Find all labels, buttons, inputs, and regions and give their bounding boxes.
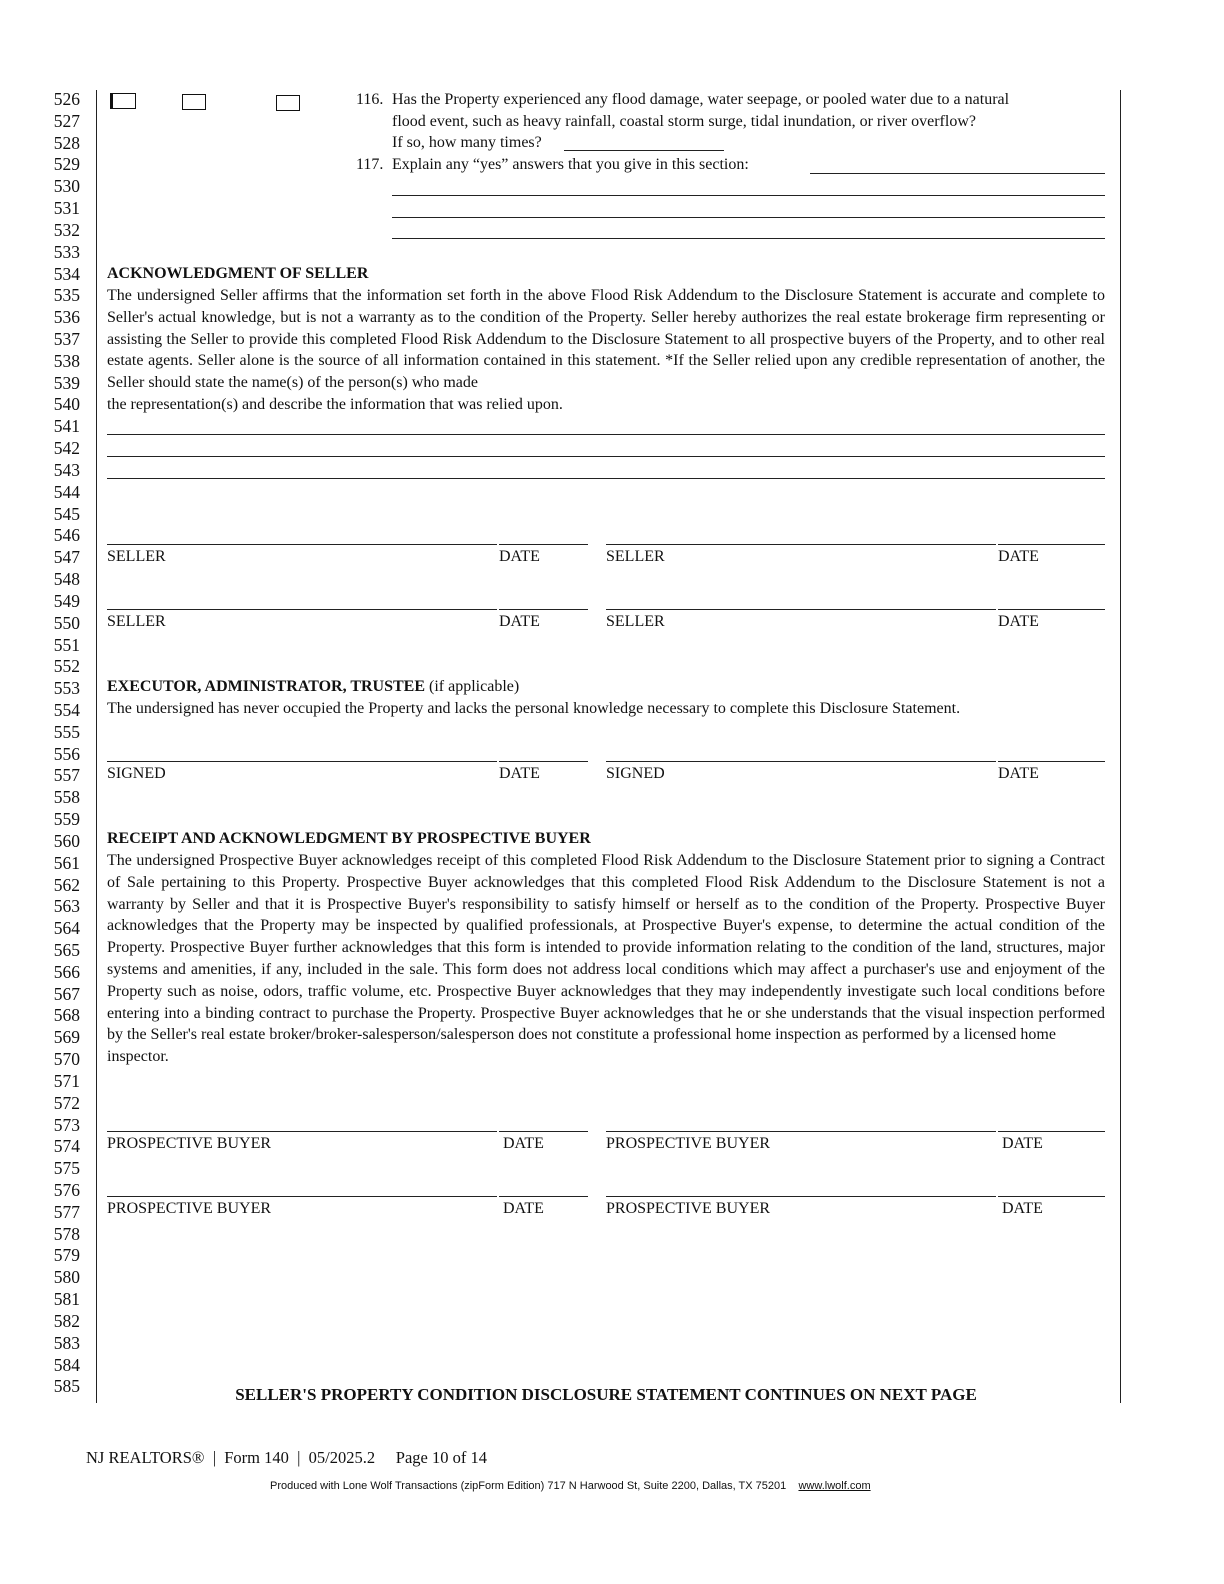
question-116-line3: If so, how many times?	[392, 134, 542, 151]
reliance-line-1[interactable]	[107, 434, 1105, 435]
line-number: 562	[53, 874, 80, 895]
checkbox-unknown[interactable]	[276, 95, 300, 111]
line-number: 545	[53, 503, 80, 524]
question-117-number: 117.	[356, 156, 384, 173]
executor-2-date-line[interactable]	[998, 761, 1105, 762]
question-116-number: 116.	[356, 91, 384, 108]
left-margin-rule	[96, 90, 97, 1403]
buyer-3-label: PROSPECTIVE BUYER	[107, 1200, 272, 1217]
line-number: 572	[53, 1092, 80, 1113]
buyer-1-signature-line[interactable]	[107, 1131, 497, 1132]
question-116-line1: Has the Property experienced any flood damage, water seepage, or pooled water due to a natural	[392, 91, 1010, 108]
line-number: 564	[53, 918, 80, 939]
line-number: 547	[53, 547, 80, 568]
line-number: 578	[53, 1223, 80, 1244]
seller-2-date-line[interactable]	[998, 544, 1105, 545]
seller-1-signature-line[interactable]	[107, 544, 497, 545]
explain-line-1[interactable]	[810, 173, 1105, 174]
seller-2-date-label: DATE	[998, 548, 1039, 565]
seller-3-date-line[interactable]	[499, 609, 588, 610]
line-number: 556	[53, 743, 80, 764]
line-number: 527	[53, 110, 80, 131]
line-number: 553	[53, 678, 80, 699]
seller-2-label: SELLER	[606, 548, 665, 565]
buyer-2-label: PROSPECTIVE BUYER	[606, 1135, 771, 1152]
producer-text: Produced with Lone Wolf Transactions (zipForm Edition) 717 N Harwood St, Suite 2200, Dallas, TX 75201	[270, 1480, 787, 1492]
executor-2-signature-line[interactable]	[606, 761, 996, 762]
question-116-line2: flood event, such as heavy rainfall, coastal storm surge, tidal inundation, or river overflow?	[392, 113, 976, 130]
seller-4-label: SELLER	[606, 613, 665, 630]
line-number: 531	[53, 198, 80, 219]
seller-4-date-label: DATE	[998, 613, 1039, 630]
seller-4-date-line[interactable]	[998, 609, 1105, 610]
line-number: 563	[53, 896, 80, 917]
explain-line-4[interactable]	[392, 238, 1105, 239]
line-number: 541	[53, 416, 80, 437]
reliance-line-3[interactable]	[107, 478, 1105, 479]
reliance-line-2[interactable]	[107, 456, 1105, 457]
line-number: 573	[53, 1114, 80, 1135]
line-number: 561	[53, 852, 80, 873]
line-number: 548	[53, 569, 80, 590]
line-number: 538	[53, 350, 80, 371]
buyer-3-signature-line[interactable]	[107, 1196, 497, 1197]
line-number: 584	[53, 1354, 80, 1375]
seller-1-date-line[interactable]	[499, 544, 588, 545]
executor-2-date-label: DATE	[998, 765, 1039, 782]
seller-1-date-label: DATE	[499, 548, 540, 565]
line-number: 552	[53, 656, 80, 677]
executor-1-date-line[interactable]	[499, 761, 588, 762]
continues-next-page: SELLER'S PROPERTY CONDITION DISCLOSURE STATEMENT CONTINUES ON NEXT PAGE	[235, 1385, 977, 1404]
line-number: 543	[53, 459, 80, 480]
buyer-2-date-label: DATE	[1002, 1135, 1043, 1152]
seller-ack-body	[107, 285, 1105, 416]
form-footer: NJ REALTORS® | Form 140 | 05/2025.2 Page 10 of 14	[86, 1448, 487, 1467]
line-number: 569	[53, 1027, 80, 1048]
line-number: 560	[53, 830, 80, 851]
question-117-text: Explain any “yes” answers that you give in this section:	[392, 156, 749, 173]
buyer-ack-heading: RECEIPT AND ACKNOWLEDGMENT BY PROSPECTIVE BUYER	[107, 830, 591, 847]
line-number: 577	[53, 1201, 80, 1222]
checkbox-no[interactable]	[182, 94, 206, 110]
seller-ack-heading: ACKNOWLEDGMENT OF SELLER	[107, 265, 369, 282]
line-number: 530	[53, 176, 80, 197]
line-number: 540	[53, 394, 80, 415]
line-number: 559	[53, 809, 80, 830]
producer-footer	[270, 1480, 871, 1492]
line-number: 571	[53, 1070, 80, 1091]
buyer-ack-body	[107, 850, 1105, 1068]
executor-1-signed-label: SIGNED	[107, 765, 166, 782]
buyer-2-date-line[interactable]	[998, 1131, 1105, 1132]
line-number: 580	[53, 1267, 80, 1288]
line-number: 551	[53, 634, 80, 655]
buyer-4-date-line[interactable]	[998, 1196, 1105, 1197]
line-number: 585	[53, 1376, 80, 1397]
seller-2-signature-line[interactable]	[606, 544, 996, 545]
seller-4-signature-line[interactable]	[606, 609, 996, 610]
buyer-1-date-label: DATE	[503, 1135, 544, 1152]
line-number: 567	[53, 983, 80, 1004]
seller-3-label: SELLER	[107, 613, 166, 630]
line-number: 534	[53, 263, 80, 284]
buyer-4-label: PROSPECTIVE BUYER	[606, 1200, 771, 1217]
seller-3-date-label: DATE	[499, 613, 540, 630]
line-number: 544	[53, 481, 80, 502]
line-number: 529	[53, 154, 80, 175]
executor-2-signed-label: SIGNED	[606, 765, 665, 782]
line-number: 533	[53, 241, 80, 262]
line-number: 565	[53, 939, 80, 960]
line-number: 526	[53, 89, 80, 109]
line-number: 528	[53, 132, 80, 153]
line-number: 558	[53, 787, 80, 808]
line-number: 568	[53, 1005, 80, 1026]
line-number: 581	[53, 1289, 80, 1310]
buyer-ack-body-last: inspector.	[107, 1048, 169, 1066]
buyer-1-date-line[interactable]	[499, 1131, 588, 1132]
line-number: 539	[53, 372, 80, 393]
line-number: 550	[53, 612, 80, 633]
buyer-2-signature-line[interactable]	[606, 1131, 996, 1132]
buyer-4-date-label: DATE	[1002, 1200, 1043, 1217]
seller-3-signature-line[interactable]	[107, 609, 497, 610]
line-number: 532	[53, 219, 80, 240]
executor-heading-suffix: (if applicable)	[429, 678, 520, 695]
buyer-ack-body-text: The undersigned Prospective Buyer acknowledges receipt of this completed Flood Risk Addendum to the Disclosure Statement prior to signing a Contract of Sale pertaining to this Property. Prospective Buyer acknowledges that this completed Flood Risk Addendum to the Disclosure Statement is not a warranty by Seller and that it is Prospective Buyer's responsibility to satisfy himself or herself as to the condition of the Property. Prospective Buyer acknowledges that the Property may be inspected by qualified professionals, at Prospective Buyer's expense, to determine the actual condition of the Property. Prospective Buyer further acknowledges that this form is intended to provide information relating to the condition of the land, structures, major systems and amenities, if any, included in the sale. This form does not address local conditions which may affect a purchaser's use and enjoyment of the Property such as noise, odors, traffic volume, etc. Prospective Buyer acknowledges that they may independently investigate such local conditions before entering into a binding contract to purchase the Property. Prospective Buyer acknowledges that he or she understands that the visual inspection performed by the Seller's real estate broker/broker-salesperson/salesperson does not constitute a professional home inspection as performed by a licensed home	[107, 852, 1105, 1044]
line-number: 549	[53, 590, 80, 611]
executor-heading	[107, 677, 519, 697]
line-number: 575	[53, 1158, 80, 1179]
explain-line-3[interactable]	[392, 217, 1105, 218]
line-number: 566	[53, 961, 80, 982]
executor-body: The undersigned has never occupied the Property and lacks the personal knowledge necessary to complete this Disclosure Statement.	[107, 700, 961, 717]
line-number: 554	[53, 699, 80, 720]
line-number: 546	[53, 525, 80, 546]
buyer-4-signature-line[interactable]	[606, 1196, 996, 1197]
line-number: 536	[53, 307, 80, 328]
line-number: 537	[53, 329, 80, 350]
executor-heading-text: EXECUTOR, ADMINISTRATOR, TRUSTEE	[107, 678, 426, 695]
buyer-1-label: PROSPECTIVE BUYER	[107, 1135, 272, 1152]
buyer-3-date-line[interactable]	[499, 1196, 588, 1197]
line-number: 576	[53, 1180, 80, 1200]
executor-1-date-label: DATE	[499, 765, 540, 782]
line-number: 557	[53, 765, 80, 786]
flood-times-field[interactable]	[564, 150, 724, 151]
producer-link[interactable]: www.lwolf.com	[798, 1480, 871, 1492]
line-number: 555	[53, 721, 80, 742]
line-number: 570	[53, 1049, 80, 1070]
line-number: 579	[53, 1245, 80, 1266]
checkbox-yes[interactable]	[110, 93, 136, 109]
executor-1-signature-line[interactable]	[107, 761, 497, 762]
line-number: 542	[53, 438, 80, 459]
seller-ack-body-text: The undersigned Seller affirms that the information set forth in the above Flood Risk Addendum to the Disclosure Statement is accurate and complete to Seller's actual knowledge, but is not a warranty as to the condition of the Property. Seller hereby authorizes the real estate brokerage firm representing or assisting the Seller to provide this completed Flood Risk Addendum to the Disclosure Statement to all prospective buyers of the Property, and to other real estate agents. Seller alone is the source of all information contained in this statement. *If the Seller relied upon any credible representation of another, the Seller should state the name(s) of the person(s) who made	[107, 287, 1105, 392]
explain-line-2[interactable]	[392, 195, 1105, 196]
seller-1-label: SELLER	[107, 548, 166, 565]
line-number: 582	[53, 1310, 80, 1331]
line-number: 535	[53, 285, 80, 306]
buyer-3-date-label: DATE	[503, 1200, 544, 1217]
right-margin-rule	[1120, 90, 1121, 1403]
line-number: 574	[53, 1136, 80, 1157]
seller-ack-body-last: the representation(s) and describe the information that was relied upon.	[107, 395, 563, 413]
line-number: 583	[53, 1332, 80, 1353]
